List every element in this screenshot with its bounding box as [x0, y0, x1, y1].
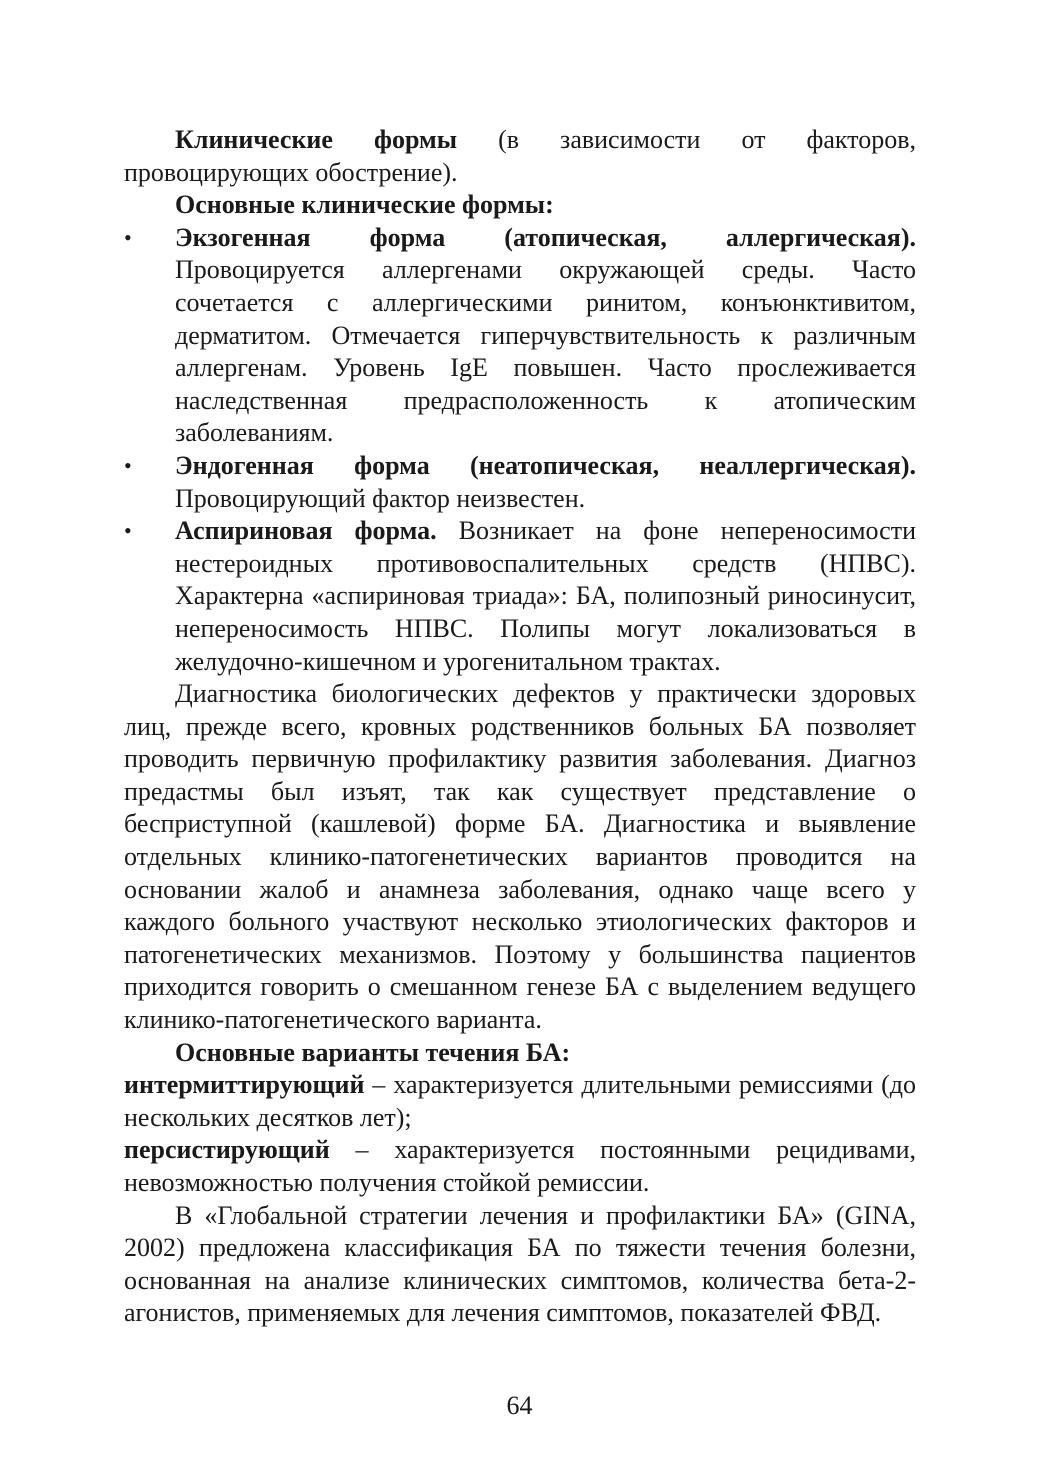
- bullet-icon: •: [124, 518, 132, 544]
- intro-text: (в зависимости от факторов, провоцирующих обострение).: [124, 125, 916, 187]
- form-title: Аспириновая форма.: [175, 516, 437, 546]
- form-text: Провоцирующий фактор неизвестен.: [175, 483, 586, 513]
- list-item: [124, 450, 916, 515]
- clinical-forms-list: [124, 222, 916, 678]
- main-forms-heading: [124, 189, 916, 222]
- form-text: Возникает на фоне непереносимости нестероидных противовоспалительных средств (НПВС). Характерна «аспириновая триада»: БА, полипозный риносинусит, непереносимость НПВС. Полипы могут локализоваться в желудочно-кишечном и урогенитальном трактах.: [175, 516, 916, 676]
- form-text: Провоцируется аллергенами окружающей среды. Часто сочетается с аллергическими ринитом, конъюнктивитом, дерматитом. Отмечается гиперчувствительность к различным аллергенам. Уровень IgE повышен. Часто прослеживается наследственная предрасположенность к атопическим заболеваниям.: [175, 255, 916, 448]
- main-forms-heading-text: Основные клинические формы:: [175, 190, 554, 220]
- variant-text: – характеризуется длительными ремиссиями (до нескольких десятков лет);: [124, 1070, 916, 1132]
- page-number: 64: [506, 1391, 533, 1420]
- page-body: [124, 124, 916, 1330]
- form-title: Эндогенная форма (неатопическая, неаллергическая).: [175, 450, 916, 480]
- gina-paragraph: В «Глобальной стратегии лечения и профилактики БА» (GINA, 2002) предложена классификация БА по тяжести течения болезни, основанная на анализе клинических симптомов, количества бета-2-агонистов, применяемых для лечения симптомов, показателей ФВД.: [124, 1200, 916, 1328]
- diagnostics-paragraph: Диагностика биологических дефектов у практически здоровых лиц, прежде всего, кровных родственников больных БА позволяет проводить первичную профилактику развития заболевания. Диагноз предастмы был изъят, так как существует представление о бесприступной (кашлевой) форме БА. Диагностика и выявление отдельных клинико-патогенетических вариантов проводится на основании жалоб и анамнеза заболевания, однако чаще всего у каждого больного участвуют несколько этиологических факторов и патогенетических механизмов. Поэтому у большинства пациентов приходится говорить о смешанном генезе БА с выделением ведущего клинико-патогенетического варианта.: [124, 679, 916, 1035]
- list-item: [124, 222, 916, 450]
- variants-heading: [124, 1037, 916, 1070]
- variant-text: – характеризуется постоянными рецидивами, невозможностью получения стойкой ремиссии.: [124, 1135, 916, 1197]
- list-item: [124, 515, 916, 678]
- form-title: Экзогенная форма (атопическая, аллергическая).: [175, 222, 916, 252]
- bullet-icon: •: [124, 224, 132, 250]
- bullet-icon: •: [124, 452, 132, 478]
- variant-term: интермиттирующий: [124, 1070, 365, 1100]
- intro-bold: Клинические формы: [175, 125, 458, 154]
- variant-intermittent: [124, 1069, 916, 1134]
- variants-heading-text: Основные варианты течения БА:: [175, 1037, 571, 1067]
- intro-paragraph: [124, 124, 916, 189]
- variant-persistent: [124, 1134, 916, 1199]
- variant-term: персистирующий: [124, 1135, 330, 1165]
